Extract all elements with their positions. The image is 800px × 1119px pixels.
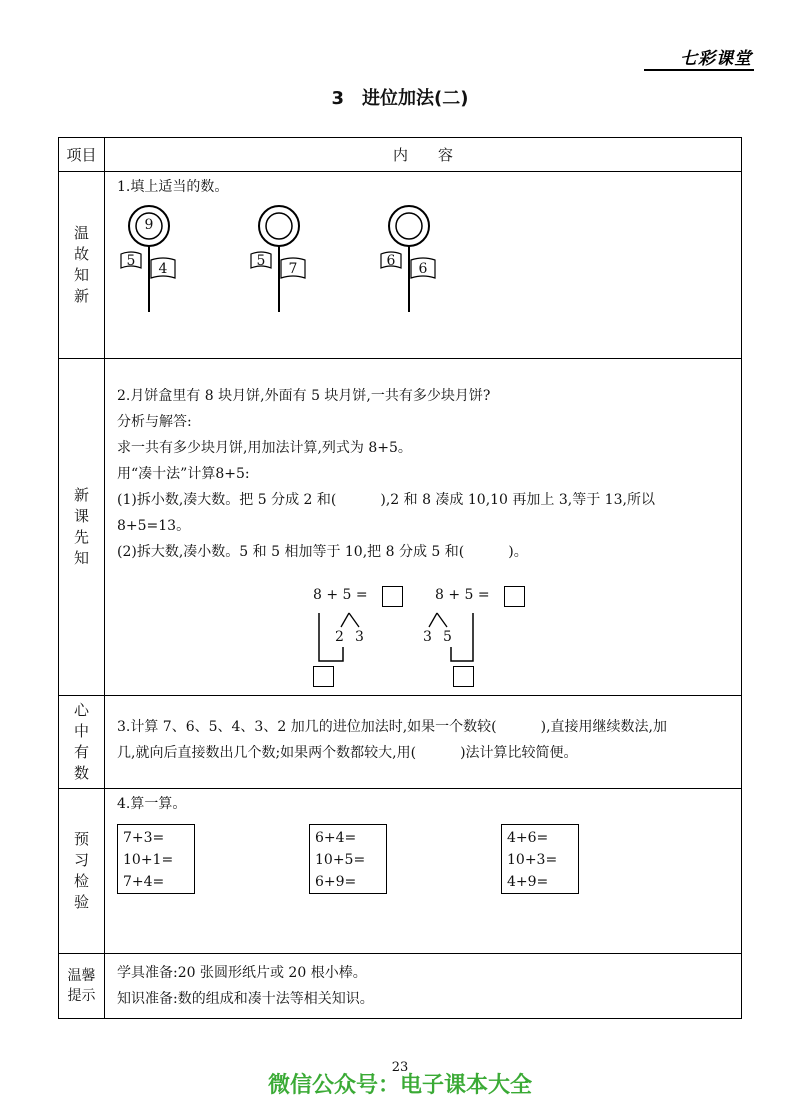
- lesson-number: 3: [331, 88, 345, 109]
- balloon-2: [247, 204, 327, 314]
- calc-item: 7+4=: [123, 874, 165, 890]
- page-title: [0, 84, 800, 110]
- page-number: 23: [391, 1060, 409, 1075]
- eq2-sum-box[interactable]: [453, 666, 474, 687]
- section-label-check: 预习检验: [59, 789, 105, 954]
- brand-underline: [644, 69, 754, 71]
- section-review-content: [105, 172, 742, 359]
- section-label-preview: 新课先知: [59, 359, 105, 696]
- section-check-content: [105, 789, 742, 954]
- brand-logo: 七彩课堂: [680, 49, 752, 69]
- calc-item: 7+3=: [123, 830, 165, 846]
- watermark: 微信公众号：电子课本大全: [267, 1073, 532, 1098]
- tips-line1: 学具准备:20 张圆形纸片或 20 根小棒。: [117, 965, 367, 981]
- balloon-3-right: 6: [418, 261, 428, 277]
- q4-prompt: 4.算一算。: [117, 796, 187, 812]
- eq2-split-b: 5: [443, 629, 452, 645]
- eq2-answer-box[interactable]: [504, 586, 525, 607]
- balloon-1: [117, 204, 197, 314]
- q2-analysis: 分析与解答:: [117, 414, 192, 430]
- eq1-split-a: 2: [335, 629, 344, 645]
- eq1-split-b: 3: [355, 629, 364, 645]
- eq1-expression: 8 + 5 =: [313, 587, 368, 603]
- eq1-sum-box[interactable]: [313, 666, 334, 687]
- calc-group-2: [309, 824, 387, 894]
- q2-line3: (1)拆小数,凑大数。把 5 分成 2 和( ),2 和 8 凑成 10,10 再加上 3,等于 13,所以: [117, 492, 655, 508]
- q3-line1: 3.计算 7、6、5、4、3、2 加几的进位加法时,如果一个数较( ),直接用继续数法,加: [117, 719, 667, 735]
- header-content: 内 容: [105, 138, 742, 172]
- balloon-2-left: 5: [256, 253, 266, 269]
- calc-item: 4+6=: [507, 830, 549, 846]
- lesson-title: 进位加法(二): [362, 88, 469, 109]
- q1-prompt: 1.填上适当的数。: [117, 179, 229, 195]
- section-label-mindful: 心中有数: [59, 696, 105, 789]
- balloon-3: [377, 204, 457, 314]
- section-preview-content: [105, 359, 742, 696]
- balloon-1-top: 9: [144, 217, 154, 233]
- eq1-answer-box[interactable]: [382, 586, 403, 607]
- lesson-table: [58, 137, 742, 1019]
- calc-item: 10+5=: [315, 852, 366, 868]
- q2-question: 2.月饼盒里有 8 块月饼,外面有 5 块月饼,一共有多少块月饼?: [117, 388, 491, 404]
- header-item: 项目: [59, 138, 105, 172]
- calc-group-3: [501, 824, 579, 894]
- tips-line2: 知识准备:数的组成和凑十法等相关知识。: [117, 991, 374, 1007]
- q2-line1: 求一共有多少块月饼,用加法计算,列式为 8+5。: [117, 440, 412, 456]
- calc-item: 6+9=: [315, 874, 357, 890]
- q2-line4: 8+5=13。: [117, 518, 191, 534]
- balloon-1-left: 5: [126, 253, 136, 269]
- balloon-3-left: 6: [386, 253, 396, 269]
- balloon-1-right: 4: [158, 261, 168, 277]
- calc-item: 10+3=: [507, 852, 558, 868]
- section-tips-content: [105, 954, 742, 1019]
- calc-item: 4+9=: [507, 874, 549, 890]
- calc-item: 6+4=: [315, 830, 357, 846]
- calc-item: 10+1=: [123, 852, 174, 868]
- eq2-split-a: 3: [423, 629, 432, 645]
- q2-line5: (2)拆大数,凑小数。5 和 5 相加等于 10,把 8 分成 5 和( )。: [117, 544, 528, 560]
- eq2-expression: 8 + 5 =: [435, 587, 490, 603]
- q3-line2: 几,就向后直接数出几个数;如果两个数都较大,用( )法计算比较简便。: [117, 745, 578, 761]
- q2-line2: 用“凑十法”计算8+5:: [117, 466, 250, 482]
- section-label-review: 温故知新: [59, 172, 105, 359]
- section-label-tips: 温馨提示: [59, 954, 105, 1019]
- calc-group-1: [117, 824, 195, 894]
- balloon-2-right: 7: [288, 261, 298, 277]
- section-mindful-content: [105, 696, 742, 789]
